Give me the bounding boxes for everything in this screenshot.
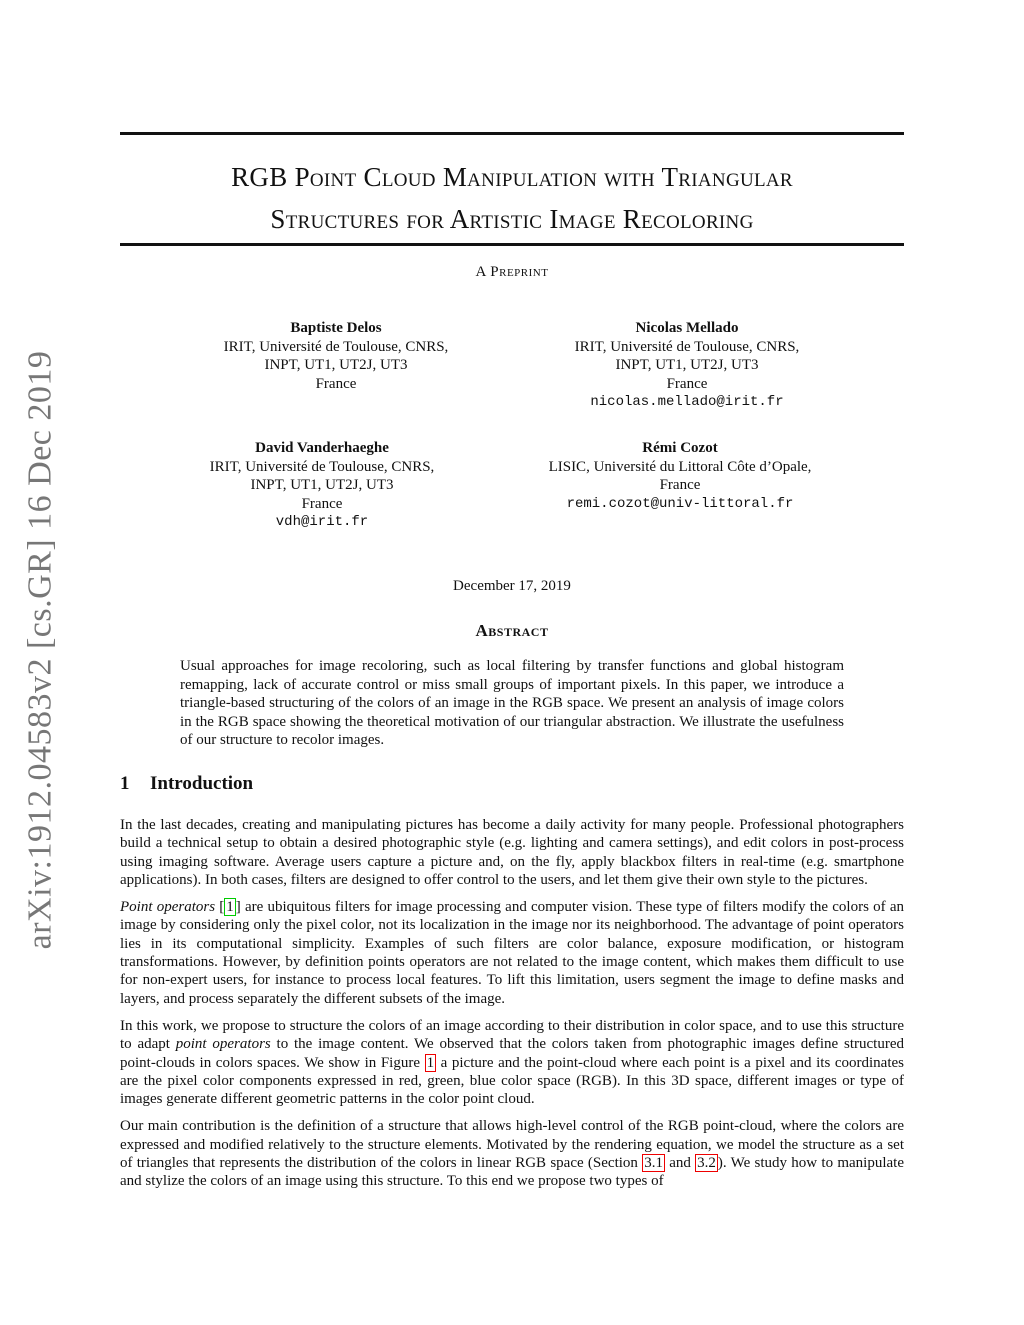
arxiv-id-text: arXiv:1912.04583v2 [cs.GR] 16 Dec 2019 (21, 350, 59, 950)
author-name: Baptiste Delos (290, 320, 382, 336)
author-country: France (301, 495, 343, 512)
paragraph-text: are ubiquitous filters for image processing and computer vision. These type of filters modify the colors of an image by considering only the pixel color, not its localization in the image nor its neighborhood. The advantage of point operators lies in its computational simplicity. Examples of such filters are color balance, exposure modification, or histogram transformations. However, by definition points operators are not related to the image content, which makes them difficult to use for non-expert users, for instance to process local features. To lift this limitation, users segment the image to define masks and layers, and process separately the different subsets of the image. (120, 899, 904, 1007)
title-bottom-rule (120, 243, 904, 246)
author-country: France (315, 375, 357, 392)
author-affiliation: INPT, UT1, UT2J, UT3 (250, 477, 394, 493)
section-number: 1 (120, 773, 130, 794)
paragraph-2: Point operators [ 1 ] are ubiquitous filters for image processing and computer vision. These type of filters modify the colors of an image by considering only the pixel color, not its localization in the image nor its neighborhood. The advantage of point operators lies in its computational simplicity. Examples of such filters are color balance, exposure modification, or histogram transformations. However, by definition points operators are not related to the image content, which makes them difficult to use for non-expert users, for instance to process local features. To lift this limitation, users segment the image to define masks and layers, and process separately the different subsets of the image. (120, 899, 904, 1007)
title-line-1: RGB Point Cloud Manipulation with Triangular (231, 162, 793, 192)
author-country: France (659, 477, 701, 493)
section-link[interactable]: 3.1 (644, 1155, 663, 1172)
author-block-4 (520, 439, 840, 513)
author-affiliation: INPT, UT1, UT2J, UT3 (264, 357, 408, 373)
paragraph-text: Our main contribution is the definition of a structure that allows high-level control of the RGB point-cloud, where the colors are expressed and modified relatively to the structure elements. Motivated by the rendering equation, we model the structure as a set of triangles that represents the distribution of the colors in linear RGB space (Section (120, 1118, 904, 1172)
author-block-2 (537, 319, 837, 412)
paragraph-4 (120, 1117, 904, 1190)
figure-link[interactable]: 1 (426, 1054, 435, 1071)
paragraph-3 (120, 1017, 904, 1108)
paragraph-text: In this work, we propose to structure the colors of an image according to their distribution in color space, and to use this structure to adapt (120, 1017, 904, 1053)
section-heading (120, 773, 253, 795)
author-block-1 (186, 319, 486, 393)
abstract-heading: Abstract (475, 621, 549, 640)
title-line-2: Structures for Artistic Image Recoloring (270, 204, 754, 234)
author-name: David Vanderhaeghe (255, 440, 389, 456)
author-country: France (666, 375, 708, 392)
title-top-rule (120, 132, 904, 135)
paper-title (120, 156, 904, 240)
arxiv-stamp (5, 350, 75, 950)
introduction-body (120, 816, 904, 1200)
author-name: Rémi Cozot (642, 440, 718, 456)
author-name: Nicolas Mellado (635, 320, 739, 336)
abstract-text: Usual approaches for image recoloring, such as local filtering by transfer functions and global histogram remapping, lack of accurate control or miss small groups of important pixels. In this paper, we introduce a triangle-based structuring of the colors of an image in the RGB space. We present an analysis of image colors in the RGB space showing the theoretical motivation of our triangular abstraction. We illustrate the usefulness of our structure to recolor images. (180, 658, 844, 748)
author-email[interactable]: vdh@irit.fr (275, 514, 369, 530)
author-block-3 (172, 439, 472, 532)
author-email[interactable]: nicolas.mellado@irit.fr (590, 394, 784, 410)
preprint-label: A Preprint (475, 264, 549, 280)
section-title: Introduction (150, 773, 254, 794)
paragraph-text: and (664, 1155, 696, 1172)
citation-link[interactable]: 1 (226, 899, 234, 916)
author-email[interactable]: remi.cozot@univ-littoral.fr (566, 495, 794, 512)
author-affiliation: LISIC, Université du Littoral Côte d’Opale, (548, 458, 812, 475)
author-affiliation: INPT, UT1, UT2J, UT3 (615, 357, 759, 373)
author-affiliation: IRIT, Université de Toulouse, CNRS, (574, 338, 800, 355)
emphasis-point-operators: point operators (175, 1036, 271, 1053)
paragraph-text: ). We study how to manipulate and stylize the colors of an image using this structure. To this end we propose two types of (120, 1155, 904, 1190)
paper-date: December 17, 2019 (453, 578, 571, 594)
paragraph-text: a picture and the point-cloud where each point is a pixel and its coordinates are the pixel color components expressed in red, green, blue color space (RGB). In this 3D space, different images or type of images generate different geometric patterns in the color point cloud. (120, 1054, 904, 1108)
paragraph-text: to the image content. We observed that the colors taken from photographic images define structured point-clouds in colors spaces. We show in Figure (120, 1036, 904, 1071)
emphasis-point-operators: Point operators (120, 899, 216, 916)
author-affiliation: IRIT, Université de Toulouse, CNRS, (209, 458, 435, 475)
author-affiliation: IRIT, Université de Toulouse, CNRS, (223, 338, 449, 355)
paragraph-1: In the last decades, creating and manipulating pictures has become a daily activity for many people. Professional photographers build a technical setup to obtain a desired photographic style (e.g. lighting and camera settings), and edit colors in post-process using imaging software. Average users capture a picture and, on the fly, apply blackbox filters in real-time (e.g. smartphone applications). In both cases, filters are designed to offer control to the users, and let them give their own style to the pictures. (120, 817, 904, 888)
section-link[interactable]: 3.2 (697, 1155, 716, 1172)
